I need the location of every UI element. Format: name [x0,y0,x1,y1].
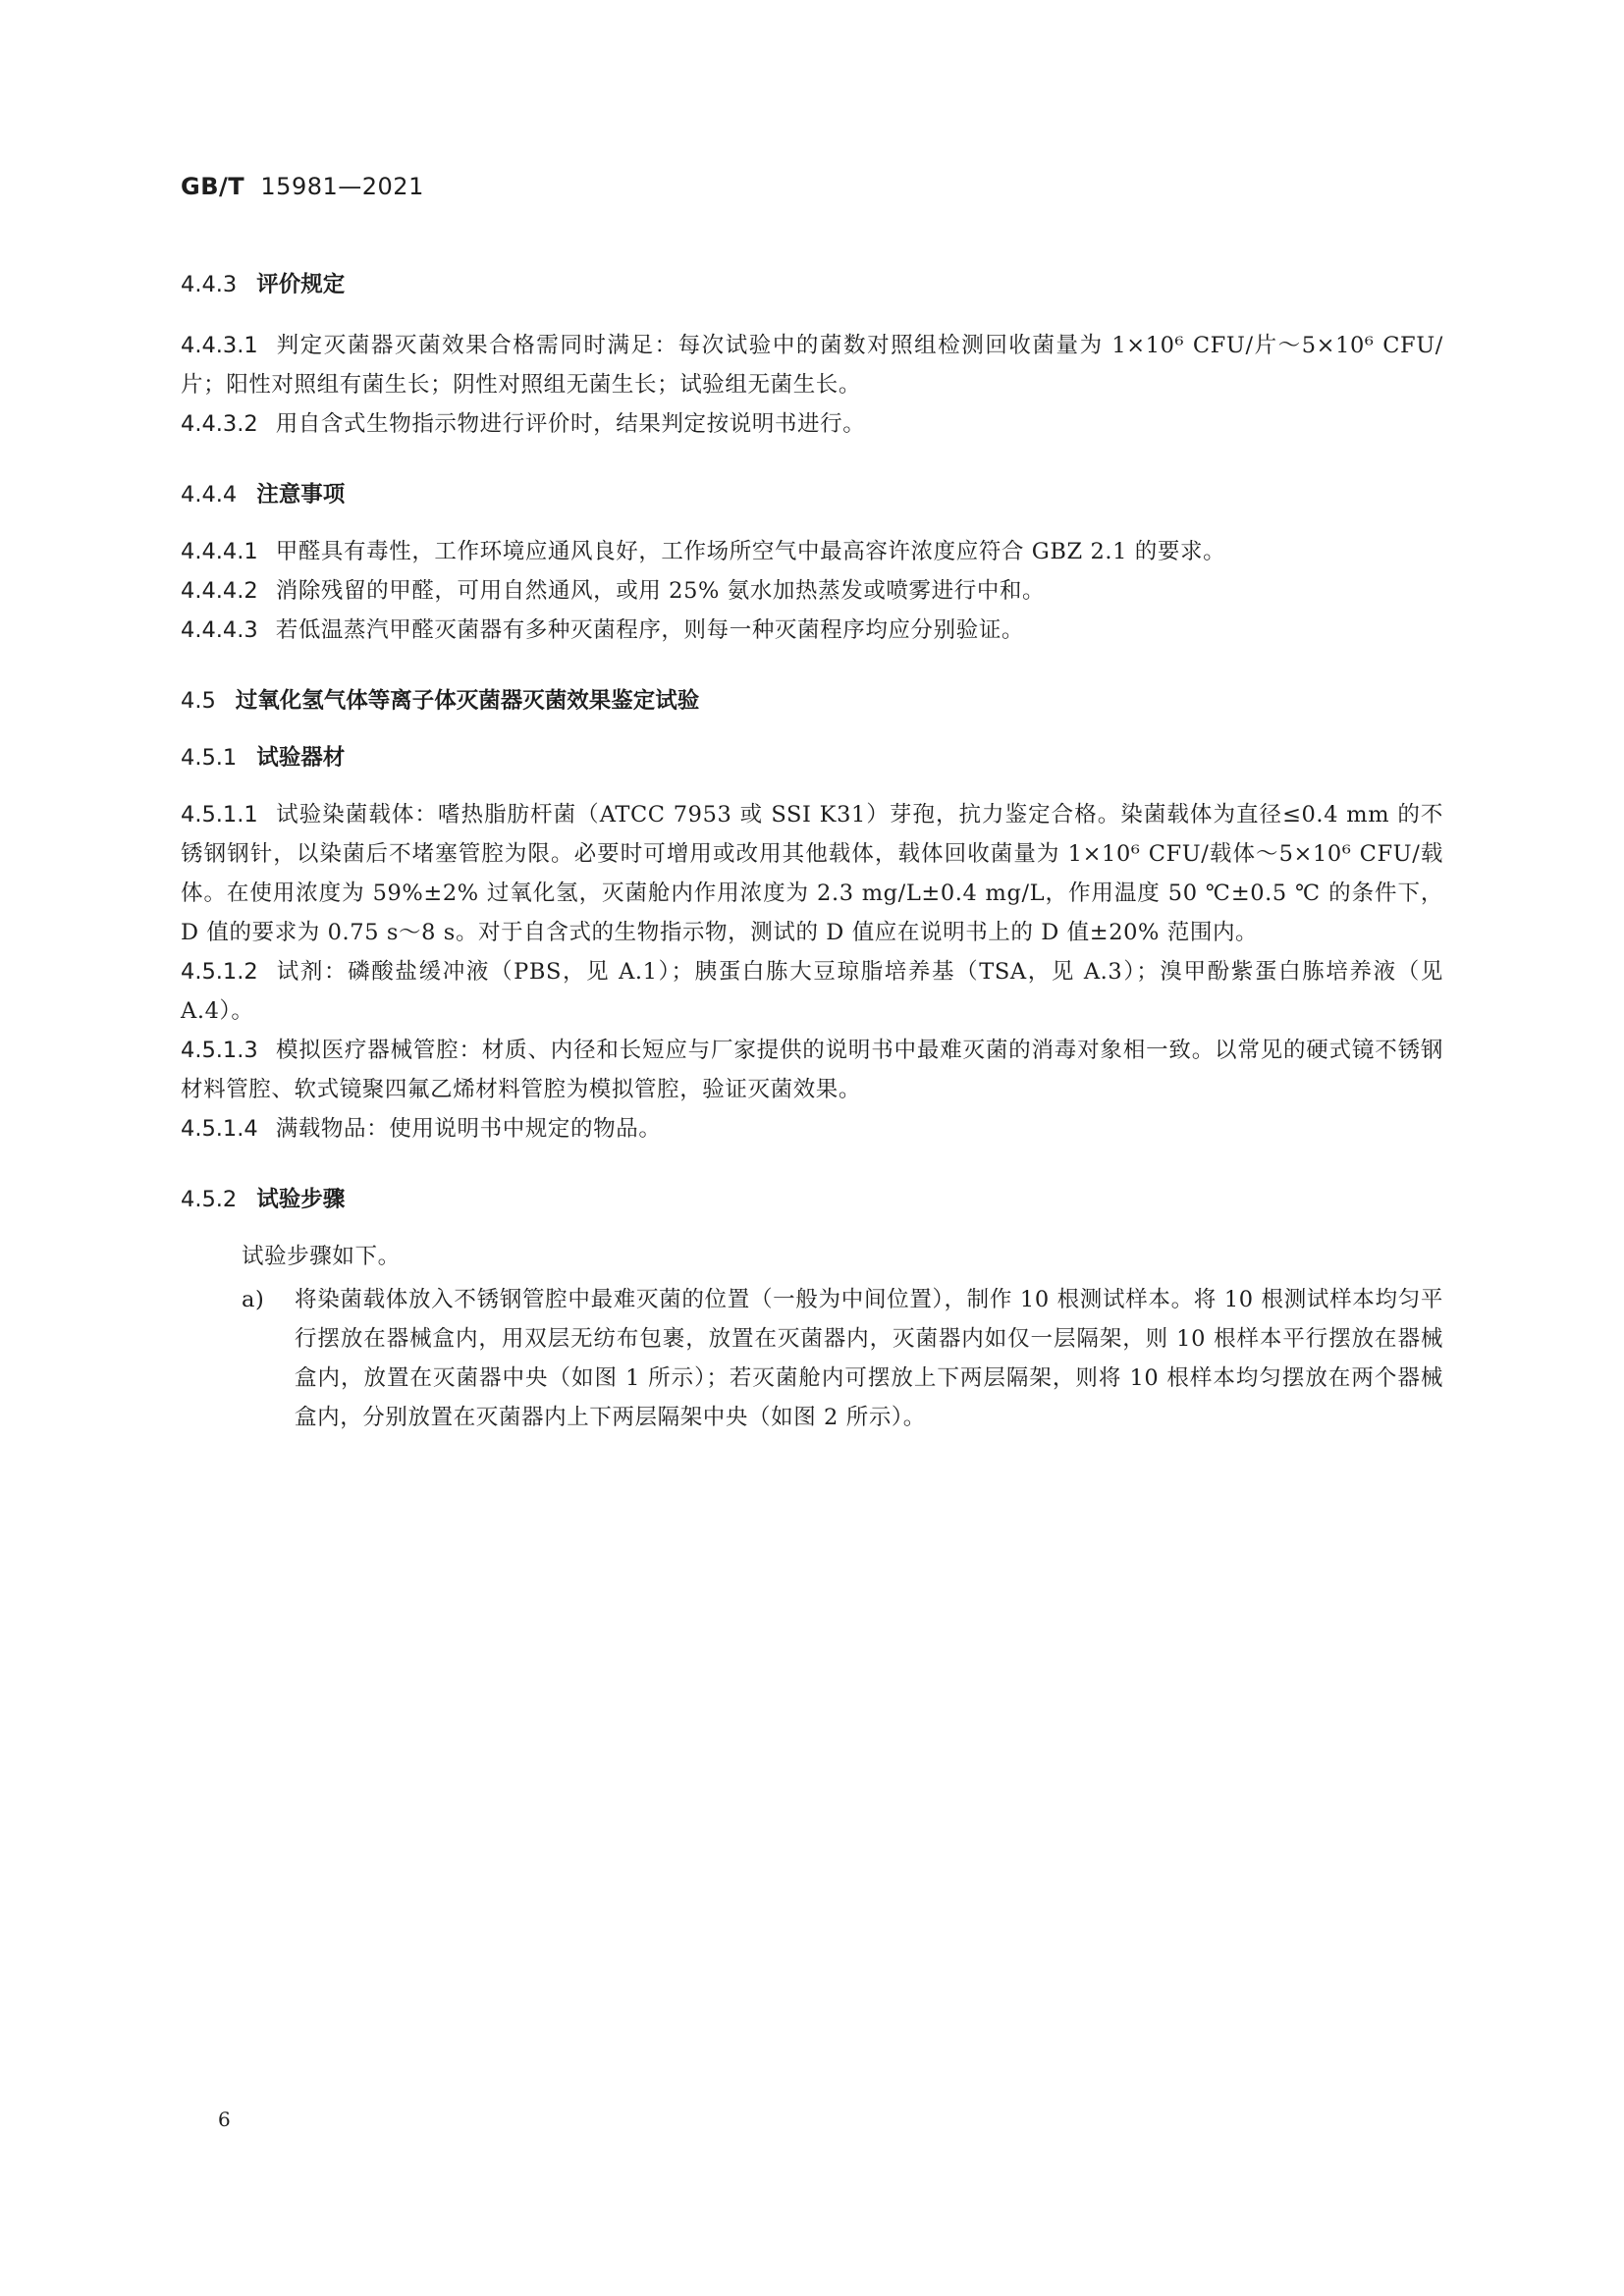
page-number: 6 [218,2108,231,2131]
clause-paragraph: 4.5.1.3 模拟医疗器械管腔：材质、内径和长短应与厂家提供的说明书中最难灭菌的消毒对象相一致。以常见的硬式镜不锈钢材料管腔、软式镜聚四氟乙烯材料管腔为模拟管腔，验证灭菌效果。 [181,1038,1443,1102]
clause-paragraph: 4.5.1.2 试剂：磷酸盐缓冲液（PBS，见 A.1）；胰蛋白胨大豆琼脂培养基（TSA，见 A.3）；溴甲酚紫蛋白胨培养液（见 A.4）。 [181,959,1443,1024]
list-item: a) 将染菌载体放入不锈钢管腔中最难灭菌的位置（一般为中间位置），制作 10 根测试样本。将 10 根测试样本均匀平行摆放在器械盒内，用双层无纺布包裹，放置在灭菌器内，灭菌器内如仅一层隔架，则 10 根样本平行摆放在器械盒内，放置在灭菌器中央（如图 1 所示）；若灭菌舱内可摆放上下两层隔架，则将 10 根样本均匀摆放在两个器械盒内，分别放置在灭菌器内上下两层隔架中央（如图 2 所示）。 [242,1287,1443,1430]
section-heading: 4.4.3 评价规定 [181,272,346,297]
clause-paragraph: 4.4.4.3 若低温蒸汽甲醛灭菌器有多种灭菌程序，则每一种灭菌程序均应分别验证。 [181,617,1025,643]
standard-number: 15981—2021 [260,173,424,200]
intro-text: 试验步骤如下。 [242,1244,401,1269]
section-heading: 4.5 过氧化氢气体等离子体灭菌器灭菌效果鉴定试验 [181,688,700,714]
clause-paragraph: 4.5.1.4 满载物品：使用说明书中规定的物品。 [181,1116,662,1142]
clause-paragraph: 4.4.3.2 用自含式生物指示物进行评价时，结果判定按说明书进行。 [181,411,866,437]
standard-code: GB/T [181,173,245,200]
clause-paragraph: 4.4.3.1 判定灭菌器灭菌效果合格需同时满足：每次试验中的菌数对照组检测回收菌量为 1×10⁶ CFU/片～5×10⁶ CFU/片；阳性对照组有菌生长；阴性对照组无菌生长；试验组无菌生长。 [181,333,1443,398]
clause-paragraph: 4.5.1.1 试验染菌载体：嗜热脂肪杆菌（ATCC 7953 或 SSI K31）芽孢，抗力鉴定合格。染菌载体为直径≤0.4 mm 的不锈钢钢针，以染菌后不堵塞管腔为限。必要时可增用或改用其他载体，载体回收菌量为 1×10⁶ CFU/载体～5×10⁶ CFU/载体。在使用浓度为 59%±2% 过氧化氢，灭菌舱内作用浓度为 2.3 mg/L±0.4 mg/L，作用温度 50 ℃±0.5 ℃ 的条件下，D 值的要求为 0.75 s～8 s。对于自含式的生物指示物，测试的 D 值应在说明书上的 D 值±20% 范围内。 [181,802,1443,945]
page-header [181,173,424,200]
document-body [181,265,1443,1437]
section-heading: 4.5.1 试验器材 [181,745,346,771]
section-heading: 4.5.2 试验步骤 [181,1187,346,1212]
section-heading: 4.4.4 注意事项 [181,482,346,507]
clause-paragraph: 4.4.4.1 甲醛具有毒性，工作环境应通风良好，工作场所空气中最高容许浓度应符合 GBZ 2.1 的要求。 [181,539,1226,564]
clause-paragraph: 4.4.4.2 消除残留的甲醛，可用自然通风，或用 25% 氨水加热蒸发或喷雾进行中和。 [181,578,1046,604]
